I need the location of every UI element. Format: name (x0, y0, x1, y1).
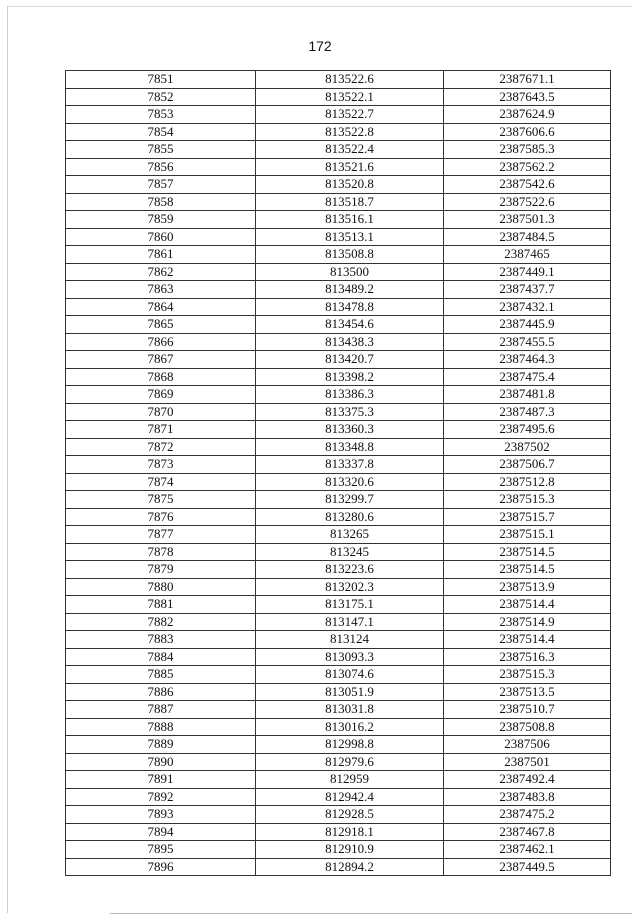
page-edge-bottom (110, 913, 632, 914)
table-row (66, 421, 611, 439)
coordinates-table-body (66, 71, 611, 876)
y-coordinate-cell: 2387510.7 (444, 701, 611, 719)
x-coordinate-cell: 813522.1 (256, 88, 444, 106)
point-id-cell: 7871 (66, 421, 256, 439)
y-coordinate-cell: 2387671.1 (444, 71, 611, 89)
x-coordinate-cell: 812998.8 (256, 736, 444, 754)
point-id-cell: 7862 (66, 263, 256, 281)
point-id-cell: 7882 (66, 613, 256, 631)
y-coordinate-cell: 2387475.2 (444, 806, 611, 824)
x-coordinate-cell: 813245 (256, 543, 444, 561)
x-coordinate-cell: 812959 (256, 771, 444, 789)
table-row (66, 578, 611, 596)
x-coordinate-cell: 813398.2 (256, 368, 444, 386)
x-coordinate-cell: 812910.9 (256, 841, 444, 859)
point-id-cell: 7874 (66, 473, 256, 491)
point-id-cell: 7864 (66, 298, 256, 316)
x-coordinate-cell: 813513.1 (256, 228, 444, 246)
y-coordinate-cell: 2387464.3 (444, 351, 611, 369)
point-id-cell: 7885 (66, 666, 256, 684)
y-coordinate-cell: 2387465 (444, 246, 611, 264)
point-id-cell: 7873 (66, 456, 256, 474)
y-coordinate-cell: 2387492.4 (444, 771, 611, 789)
y-coordinate-cell: 2387475.4 (444, 368, 611, 386)
x-coordinate-cell: 813031.8 (256, 701, 444, 719)
point-id-cell: 7872 (66, 438, 256, 456)
point-id-cell: 7853 (66, 106, 256, 124)
y-coordinate-cell: 2387606.6 (444, 123, 611, 141)
table-row (66, 438, 611, 456)
point-id-cell: 7865 (66, 316, 256, 334)
y-coordinate-cell: 2387467.8 (444, 823, 611, 841)
x-coordinate-cell: 813124 (256, 631, 444, 649)
point-id-cell: 7877 (66, 526, 256, 544)
x-coordinate-cell: 813051.9 (256, 683, 444, 701)
point-id-cell: 7892 (66, 788, 256, 806)
point-id-cell: 7883 (66, 631, 256, 649)
table-row (66, 823, 611, 841)
point-id-cell: 7866 (66, 333, 256, 351)
table-row (66, 753, 611, 771)
page-edge-top (8, 6, 632, 7)
y-coordinate-cell: 2387643.5 (444, 88, 611, 106)
table-row (66, 176, 611, 194)
x-coordinate-cell: 813522.7 (256, 106, 444, 124)
table-row (66, 543, 611, 561)
table-row (66, 141, 611, 159)
x-coordinate-cell: 813175.1 (256, 596, 444, 614)
x-coordinate-cell: 812979.6 (256, 753, 444, 771)
point-id-cell: 7878 (66, 543, 256, 561)
y-coordinate-cell: 2387481.8 (444, 386, 611, 404)
point-id-cell: 7852 (66, 88, 256, 106)
y-coordinate-cell: 2387487.3 (444, 403, 611, 421)
page-number: 172 (308, 38, 332, 54)
table-row (66, 683, 611, 701)
table-row (66, 106, 611, 124)
y-coordinate-cell: 2387501 (444, 753, 611, 771)
point-id-cell: 7895 (66, 841, 256, 859)
y-coordinate-cell: 2387515.7 (444, 508, 611, 526)
table-row (66, 88, 611, 106)
table-row (66, 613, 611, 631)
y-coordinate-cell: 2387484.5 (444, 228, 611, 246)
table-row (66, 403, 611, 421)
table-row (66, 561, 611, 579)
point-id-cell: 7863 (66, 281, 256, 299)
page-edge-left (7, 6, 8, 913)
table-row (66, 806, 611, 824)
table-row (66, 841, 611, 859)
x-coordinate-cell: 812918.1 (256, 823, 444, 841)
point-id-cell: 7884 (66, 648, 256, 666)
point-id-cell: 7860 (66, 228, 256, 246)
y-coordinate-cell: 2387495.6 (444, 421, 611, 439)
y-coordinate-cell: 2387514.4 (444, 631, 611, 649)
point-id-cell: 7887 (66, 701, 256, 719)
table-row (66, 351, 611, 369)
point-id-cell: 7854 (66, 123, 256, 141)
y-coordinate-cell: 2387462.1 (444, 841, 611, 859)
y-coordinate-cell: 2387449.5 (444, 858, 611, 876)
table-row (66, 298, 611, 316)
x-coordinate-cell: 813500 (256, 263, 444, 281)
x-coordinate-cell: 813478.8 (256, 298, 444, 316)
point-id-cell: 7861 (66, 246, 256, 264)
coordinates-table (65, 70, 611, 876)
point-id-cell: 7875 (66, 491, 256, 509)
table-row (66, 123, 611, 141)
table-row (66, 788, 611, 806)
table-row (66, 71, 611, 89)
x-coordinate-cell: 813147.1 (256, 613, 444, 631)
table-row (66, 736, 611, 754)
table-row (66, 666, 611, 684)
table-row (66, 263, 611, 281)
y-coordinate-cell: 2387514.5 (444, 543, 611, 561)
y-coordinate-cell: 2387515.3 (444, 666, 611, 684)
point-id-cell: 7886 (66, 683, 256, 701)
point-id-cell: 7870 (66, 403, 256, 421)
x-coordinate-cell: 813522.4 (256, 141, 444, 159)
table-row (66, 368, 611, 386)
y-coordinate-cell: 2387506 (444, 736, 611, 754)
y-coordinate-cell: 2387514.4 (444, 596, 611, 614)
x-coordinate-cell: 813508.8 (256, 246, 444, 264)
x-coordinate-cell: 812928.5 (256, 806, 444, 824)
point-id-cell: 7893 (66, 806, 256, 824)
point-id-cell: 7894 (66, 823, 256, 841)
x-coordinate-cell: 813348.8 (256, 438, 444, 456)
point-id-cell: 7858 (66, 193, 256, 211)
y-coordinate-cell: 2387437.7 (444, 281, 611, 299)
table-row (66, 316, 611, 334)
x-coordinate-cell: 813454.6 (256, 316, 444, 334)
y-coordinate-cell: 2387506.7 (444, 456, 611, 474)
x-coordinate-cell: 813016.2 (256, 718, 444, 736)
table-row (66, 771, 611, 789)
y-coordinate-cell: 2387432.1 (444, 298, 611, 316)
table-row (66, 526, 611, 544)
y-coordinate-cell: 2387514.9 (444, 613, 611, 631)
y-coordinate-cell: 2387513.5 (444, 683, 611, 701)
point-id-cell: 7876 (66, 508, 256, 526)
x-coordinate-cell: 813074.6 (256, 666, 444, 684)
y-coordinate-cell: 2387501.3 (444, 211, 611, 229)
y-coordinate-cell: 2387515.1 (444, 526, 611, 544)
y-coordinate-cell: 2387624.9 (444, 106, 611, 124)
x-coordinate-cell: 813420.7 (256, 351, 444, 369)
table-row (66, 456, 611, 474)
point-id-cell: 7859 (66, 211, 256, 229)
point-id-cell: 7889 (66, 736, 256, 754)
point-id-cell: 7881 (66, 596, 256, 614)
table-row (66, 333, 611, 351)
point-id-cell: 7869 (66, 386, 256, 404)
table-row (66, 211, 611, 229)
y-coordinate-cell: 2387522.6 (444, 193, 611, 211)
y-coordinate-cell: 2387516.3 (444, 648, 611, 666)
table-row (66, 228, 611, 246)
y-coordinate-cell: 2387449.1 (444, 263, 611, 281)
y-coordinate-cell: 2387502 (444, 438, 611, 456)
y-coordinate-cell: 2387455.5 (444, 333, 611, 351)
x-coordinate-cell: 813337.8 (256, 456, 444, 474)
point-id-cell: 7857 (66, 176, 256, 194)
y-coordinate-cell: 2387445.9 (444, 316, 611, 334)
point-id-cell: 7880 (66, 578, 256, 596)
y-coordinate-cell: 2387483.8 (444, 788, 611, 806)
table-row (66, 193, 611, 211)
point-id-cell: 7891 (66, 771, 256, 789)
point-id-cell: 7868 (66, 368, 256, 386)
x-coordinate-cell: 813223.6 (256, 561, 444, 579)
x-coordinate-cell: 813520.8 (256, 176, 444, 194)
y-coordinate-cell: 2387512.8 (444, 473, 611, 491)
y-coordinate-cell: 2387514.5 (444, 561, 611, 579)
x-coordinate-cell: 813518.7 (256, 193, 444, 211)
table-row (66, 281, 611, 299)
point-id-cell: 7851 (66, 71, 256, 89)
y-coordinate-cell: 2387515.3 (444, 491, 611, 509)
table-row (66, 386, 611, 404)
x-coordinate-cell: 813438.3 (256, 333, 444, 351)
table-row (66, 158, 611, 176)
table-row (66, 718, 611, 736)
x-coordinate-cell: 813320.6 (256, 473, 444, 491)
x-coordinate-cell: 813265 (256, 526, 444, 544)
table-row (66, 473, 611, 491)
y-coordinate-cell: 2387513.9 (444, 578, 611, 596)
table-row (66, 701, 611, 719)
point-id-cell: 7890 (66, 753, 256, 771)
x-coordinate-cell: 813375.3 (256, 403, 444, 421)
y-coordinate-cell: 2387508.8 (444, 718, 611, 736)
point-id-cell: 7855 (66, 141, 256, 159)
y-coordinate-cell: 2387562.2 (444, 158, 611, 176)
point-id-cell: 7879 (66, 561, 256, 579)
point-id-cell: 7896 (66, 858, 256, 876)
point-id-cell: 7856 (66, 158, 256, 176)
x-coordinate-cell: 813521.6 (256, 158, 444, 176)
table-row (66, 858, 611, 876)
x-coordinate-cell: 813280.6 (256, 508, 444, 526)
x-coordinate-cell: 813093.3 (256, 648, 444, 666)
table-row (66, 631, 611, 649)
table-row (66, 491, 611, 509)
table-row (66, 246, 611, 264)
x-coordinate-cell: 813360.3 (256, 421, 444, 439)
x-coordinate-cell: 812942.4 (256, 788, 444, 806)
point-id-cell: 7867 (66, 351, 256, 369)
x-coordinate-cell: 813202.3 (256, 578, 444, 596)
y-coordinate-cell: 2387585.3 (444, 141, 611, 159)
x-coordinate-cell: 813299.7 (256, 491, 444, 509)
x-coordinate-cell: 813522.6 (256, 71, 444, 89)
x-coordinate-cell: 813489.2 (256, 281, 444, 299)
y-coordinate-cell: 2387542.6 (444, 176, 611, 194)
x-coordinate-cell: 813522.8 (256, 123, 444, 141)
table-row (66, 596, 611, 614)
table-row (66, 508, 611, 526)
x-coordinate-cell: 812894.2 (256, 858, 444, 876)
table-row (66, 648, 611, 666)
x-coordinate-cell: 813386.3 (256, 386, 444, 404)
point-id-cell: 7888 (66, 718, 256, 736)
x-coordinate-cell: 813516.1 (256, 211, 444, 229)
